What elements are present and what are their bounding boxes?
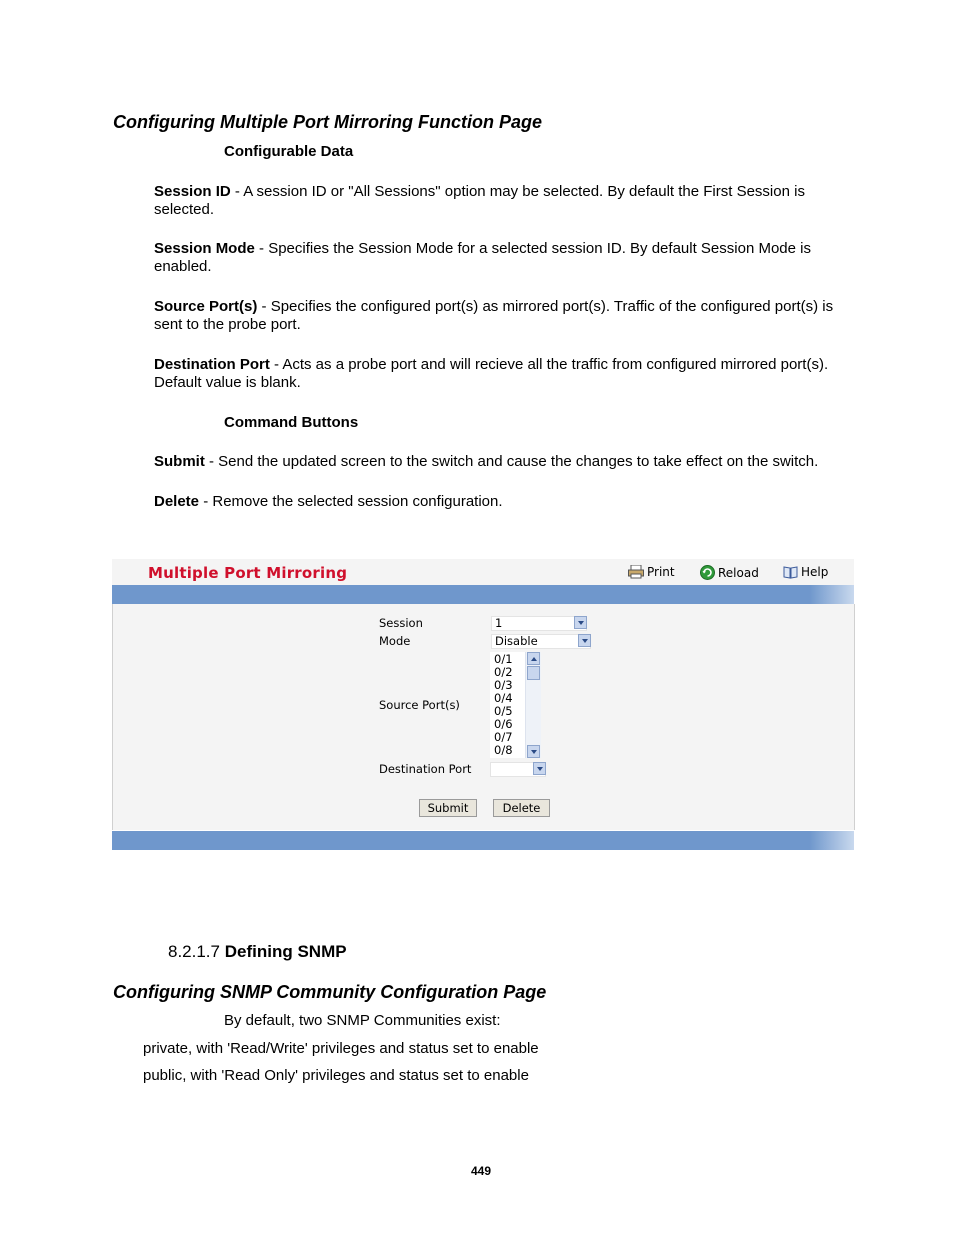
list-item[interactable]: 0/7 — [494, 730, 513, 744]
snmp-line-public: public, with 'Read Only' privileges and status set to enable — [143, 1067, 529, 1084]
mode-select[interactable] — [491, 634, 591, 649]
submit-button[interactable]: Submit — [419, 799, 477, 817]
help-book-icon — [783, 565, 798, 579]
destination-port-label: Destination Port — [379, 762, 472, 776]
panel-title: Multiple Port Mirroring — [148, 564, 348, 582]
section-name: Defining SNMP — [224, 942, 347, 961]
definition-text: - Acts as a probe port and will recieve all the traffic from configured mirrored port(s). Default value is blank. — [154, 356, 829, 391]
definition-destination-port — [154, 356, 859, 392]
session-label: Session — [379, 616, 423, 630]
definition-session-id — [154, 183, 859, 219]
print-link[interactable] — [628, 565, 675, 579]
reload-label: Reload — [718, 565, 759, 580]
definition-submit — [154, 453, 859, 471]
term: Session ID — [154, 183, 231, 200]
scroll-thumb[interactable] — [527, 666, 540, 680]
definition-text: - Specifies the configured port(s) as mirrored port(s). Traffic of the configured port(s) is sent to the probe port. — [154, 298, 834, 333]
configurable-data-heading: Configurable Data — [224, 143, 354, 160]
help-link[interactable] — [783, 565, 828, 579]
definition-text: - Specifies the Session Mode for a selected session ID. By default Session Mode is enabled. — [154, 240, 811, 275]
bottom-divider-bar — [112, 831, 854, 850]
panel-body — [112, 604, 855, 830]
chevron-down-icon — [578, 634, 591, 647]
definition-source-ports — [154, 298, 859, 334]
section-heading: Configuring Multiple Port Mirroring Function Page — [113, 112, 542, 132]
snmp-heading: Configuring SNMP Community Configuration Page — [113, 982, 547, 1002]
list-item[interactable]: 0/6 — [494, 717, 513, 731]
reload-link[interactable] — [700, 565, 759, 580]
term: Submit — [154, 453, 205, 470]
top-divider-bar — [112, 585, 854, 604]
mirroring-screenshot — [112, 559, 854, 850]
snmp-intro: By default, two SNMP Communities exist: — [224, 1012, 501, 1029]
destination-port-select[interactable] — [490, 762, 546, 777]
list-item[interactable]: 0/3 — [494, 678, 513, 692]
printer-icon — [628, 565, 644, 579]
list-item[interactable]: 0/1 — [494, 652, 513, 666]
section-title — [168, 942, 347, 962]
definition-text: - Send the updated screen to the switch and cause the changes to take effect on the switch. — [204, 453, 819, 470]
command-buttons-heading: Command Buttons — [224, 414, 359, 431]
term: Destination Port — [154, 356, 270, 373]
snmp-line-private: private, with 'Read/Write' privileges and status set to enable — [143, 1040, 539, 1057]
print-label: Print — [647, 565, 675, 579]
term: Source Port(s) — [154, 298, 258, 315]
list-item[interactable]: 0/5 — [494, 704, 513, 718]
chevron-down-icon — [574, 616, 587, 629]
scroll-up-icon[interactable] — [527, 652, 540, 665]
section-number: 8.2.1.7 — [168, 942, 220, 961]
definition-text: - A session ID or "All Sessions" option may be selected. By default the First Session is selected. — [154, 183, 805, 218]
page-number: 449 — [471, 1164, 492, 1178]
delete-button[interactable]: Delete — [493, 799, 550, 817]
source-ports-listbox[interactable] — [490, 652, 541, 758]
chevron-down-icon — [533, 762, 546, 775]
mode-label: Mode — [379, 634, 411, 648]
panel-header — [112, 559, 854, 585]
term: Delete — [154, 493, 200, 510]
session-value: 1 — [495, 616, 503, 630]
definition-session-mode — [154, 240, 859, 276]
listbox-scrollbar[interactable] — [525, 652, 541, 758]
list-item[interactable]: 0/8 — [494, 743, 513, 757]
term: Session Mode — [154, 240, 255, 257]
list-item[interactable]: 0/2 — [494, 665, 513, 679]
session-select[interactable] — [491, 616, 587, 631]
help-label: Help — [801, 565, 829, 579]
scroll-down-icon[interactable] — [527, 745, 540, 758]
list-item[interactable]: 0/4 — [494, 691, 513, 705]
definition-text: - Remove the selected session configuration. — [199, 493, 503, 510]
source-ports-label: Source Port(s) — [379, 698, 460, 712]
reload-icon — [700, 565, 715, 580]
mode-value: Disable — [495, 634, 538, 648]
definition-delete — [154, 493, 859, 511]
